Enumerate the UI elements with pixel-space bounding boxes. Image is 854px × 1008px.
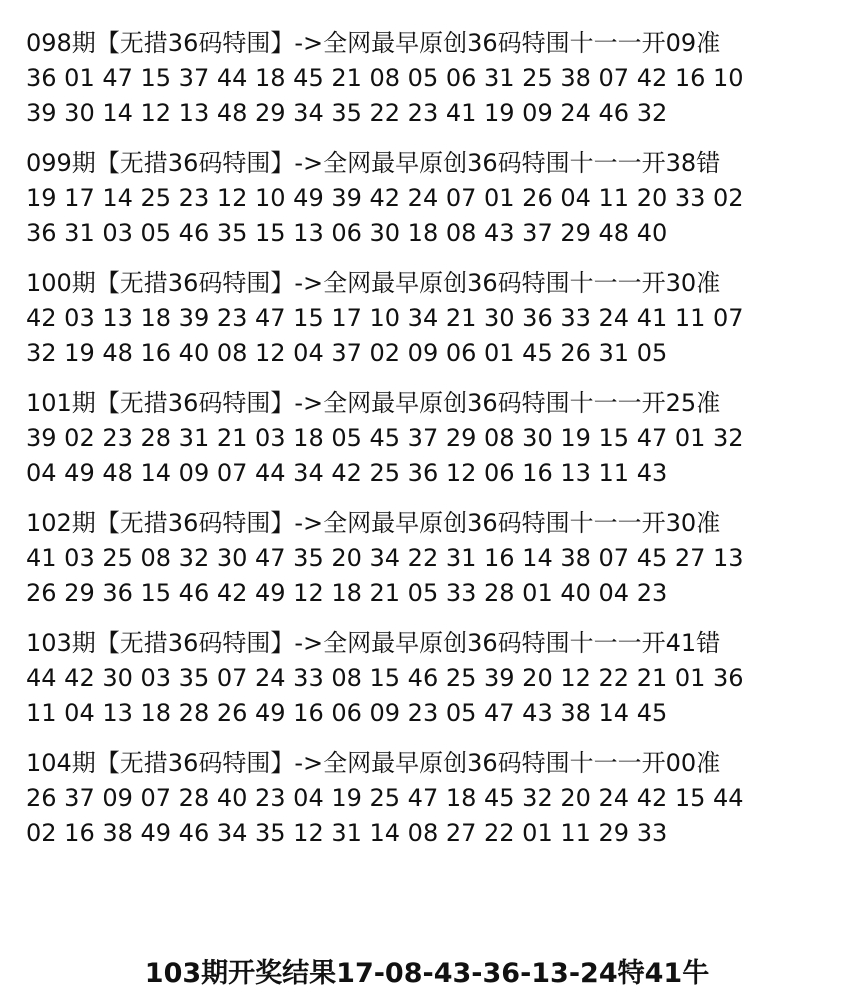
number-line: 02 16 38 49 46 34 35 12 31 14 08 27 22 01 11 29 33 — [26, 819, 668, 847]
period-entry-101 — [26, 386, 826, 491]
number-line: 32 19 48 16 40 08 12 04 37 02 09 06 01 45 26 31 05 — [26, 339, 668, 367]
period-entry-103 — [26, 626, 826, 731]
number-line: 11 04 13 18 28 26 49 16 06 09 23 05 47 43 38 14 45 — [26, 699, 668, 727]
number-line: 19 17 14 25 23 12 10 49 39 42 24 07 01 26 04 11 20 33 02 — [26, 184, 744, 212]
number-line: 04 49 48 14 09 07 44 34 42 25 36 12 06 16 13 11 43 — [26, 459, 668, 487]
period-entry-099 — [26, 146, 826, 251]
number-line: 26 37 09 07 28 40 23 04 19 25 47 18 45 32 20 24 42 15 44 — [26, 784, 744, 812]
entry-header: 101期【无措36码特围】->全网最早原创36码特围十一一开25准 — [26, 389, 721, 417]
entry-header: 099期【无措36码特围】->全网最早原创36码特围十一一开38错 — [26, 149, 721, 177]
number-line: 44 42 30 03 35 07 24 33 08 15 46 25 39 20 12 22 21 01 36 — [26, 664, 744, 692]
period-entry-098 — [26, 26, 826, 131]
period-entry-104 — [26, 746, 826, 851]
entry-header: 102期【无措36码特围】->全网最早原创36码特围十一一开30准 — [26, 509, 721, 537]
number-line: 39 30 14 12 13 48 29 34 35 22 23 41 19 09 24 46 32 — [26, 99, 668, 127]
draw-result-footer: 103期开奖结果17-08-43-36-13-24特41牛 — [144, 958, 710, 989]
number-line: 36 31 03 05 46 35 15 13 06 30 18 08 43 37 29 48 40 — [26, 219, 668, 247]
number-line: 41 03 25 08 32 30 47 35 20 34 22 31 16 14 38 07 45 27 13 — [26, 544, 744, 572]
entry-header: 100期【无措36码特围】->全网最早原创36码特围十一一开30准 — [26, 269, 721, 297]
period-entry-100 — [26, 266, 826, 371]
entry-header: 103期【无措36码特围】->全网最早原创36码特围十一一开41错 — [26, 629, 721, 657]
entry-header: 104期【无措36码特围】->全网最早原创36码特围十一一开00准 — [26, 749, 721, 777]
number-line: 36 01 47 15 37 44 18 45 21 08 05 06 31 25 38 07 42 16 10 — [26, 64, 744, 92]
number-line: 39 02 23 28 31 21 03 18 05 45 37 29 08 30 19 15 47 01 32 — [26, 424, 744, 452]
period-entry-102 — [26, 506, 826, 611]
entry-header: 098期【无措36码特围】->全网最早原创36码特围十一一开09准 — [26, 29, 721, 57]
number-line: 26 29 36 15 46 42 49 12 18 21 05 33 28 01 40 04 23 — [26, 579, 668, 607]
number-line: 42 03 13 18 39 23 47 15 17 10 34 21 30 36 33 24 41 11 07 — [26, 304, 744, 332]
